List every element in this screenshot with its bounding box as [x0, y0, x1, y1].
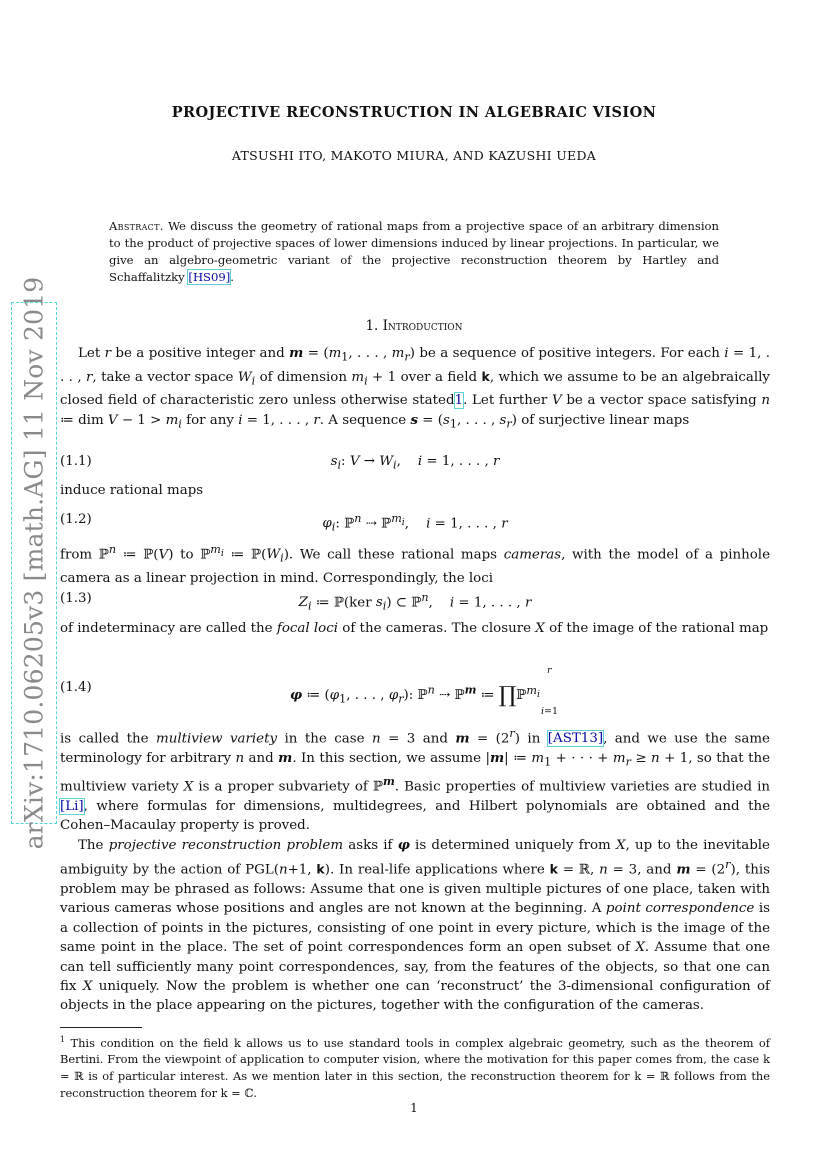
equation-body: $Z_i$ ≔ ℙ(ker $s_i$) ⊂ ℙ$^n$, i = 1, . . . , r [298, 591, 532, 614]
equation-1-4 [60, 665, 770, 717]
equation-number: (1.2) [60, 512, 92, 527]
product-upper-limit: r [547, 665, 552, 676]
abstract-text: We discuss the geometry of rational maps from a projective space of an arbitrary dimension to the product of projective spaces of lower dimensions induced by linear projections. In particular, we give an algebro-geometric variant of the projective reconstruction theorem by Hartley and Schaffalitzky [109, 219, 719, 284]
equation-1-3 [60, 591, 770, 614]
equation-number: (1.3) [60, 591, 92, 606]
equation-number: (1.4) [60, 680, 92, 695]
paper-authors: ATSUSHI ITO, MAKOTO MIURA, AND KAZUSHI UEDA [231, 148, 597, 163]
abstract-label: Abstract. [109, 219, 164, 233]
footnote-text: This condition on the field k allows us to use standard tools in complex algebraic geometry, such as the theorem of Bertini. From the viewpoint of application to computer vision, where the motivation for this paper comes from, the case k = ℝ is of particular interest. As we mention later in this section, the reconstruction theorem for k = ℝ follows from the reconstruction theorem for k = ℂ. [60, 1035, 770, 1100]
footnote-1 [60, 1032, 770, 1101]
intro-paragraph-3: of indeterminacy are called the focal loci of the cameras. The closure X of the image of the rational map [60, 621, 769, 636]
equation-body: $\varphi_i$: ℙ$^n$ ⇢ ℙ$^{m_i}$, i = 1, . . . , r [322, 512, 508, 535]
abstract-end: . [230, 270, 234, 284]
section-title: Introduction [382, 318, 463, 334]
citation-ast13-link[interactable]: [AST13] [547, 731, 604, 747]
equation-number: (1.1) [60, 454, 92, 469]
footnote-1-link[interactable]: 1 [454, 393, 464, 409]
intro-paragraph-4: is called the multiview variety in the case n = 3 and $m = (2^r)$ in [AST13], and we use the same terminology for arbitrary n and m. In this section, we assume |m| ≔ $m_1$ + · · · + $m_r \ge n + 1$, so that the multiview variety X is a proper subvariety of ℙ$^m$. Basic properties of multiview varieties are studied in [Li], where formulas for dimensions, multidegrees, and Hilbert polynomials are obtained and the Cohen–Macaulay property is proved. The projective reconstruction problem asks if φ is determined uniquely from X, up to the inevitable ambiguity by the action of PGL(n+1, k). In real-life applications where k = ℝ, n = 3, and $m = (2^r)$, this problem may be phrased as follows: Assume that one is given multiple pictures of one place, taken with various cameras whose positions and angles are not known at the beginning. A point correspondence is a collection of points in the pictures, consisting of one point in every picture, which is the image of the same point in the place. The set of point correspondences form an open subset of X. Assume that one can tell sufficiently many point correspondences, say, from the features of the objects, so that one can fix X uniquely. Now the problem is whether one can ‘reconstruct’ the 3-dimensional configuration of objects in the place appearing on the pictures, together with the configuration of the cameras. [60, 727, 771, 1014]
citation-hs09-link[interactable]: [HS09] [188, 270, 231, 284]
arxiv-identifier[interactable]: arXiv:1710.06205v3 [math.AG] 11 Nov 2019 [19, 276, 49, 850]
equation-body: φ ≔ ($\varphi_1$, . . . , $\varphi_r$): ℙ$^n$ ⇢ ℙ$^m$ ≔ ∏ℙ$^{m_i}$ [290, 683, 540, 708]
section-number: 1. [365, 318, 379, 334]
equation-1-2 [60, 512, 770, 535]
footnote-rule [60, 1027, 142, 1028]
intro-paragraph-1: Let r be a positive integer and $m = (m_1$, . . . , $m_r$) be a sequence of positive integers. For each i = 1, . . . , r, take a vector space $W_i$ of dimension $m_i + 1$ over a field k, which we assume to be an algebraically closed field of characteristic zero unless otherwise stated1. Let further V be a vector space satisfying n ≔ dim $V - 1 > m_i$ for any i = 1, . . . , r. A sequence $s = (s_1$, . . . , $s_r$) of surjective linear maps [60, 345, 770, 431]
intro-paragraph-2: from ℙ$^n$ ≔ ℙ(V) to ℙ$^{m_i}$ ≔ $ℙ(W_i)$. We call these rational maps cameras, with the model of a pinhole camera as a linear projection in mind. Correspondingly, the loci [60, 543, 770, 586]
section-heading [60, 318, 768, 334]
paper-title: PROJECTIVE RECONSTRUCTION IN ALGEBRAIC VISION [171, 104, 657, 121]
equation-body: $s_i$: $V \to W_i$, i = 1, . . . , r [330, 454, 500, 472]
footnote-marker: 1 [60, 1035, 66, 1044]
abstract [109, 218, 719, 286]
equation-1-1 [60, 454, 770, 474]
text-induce: induce rational maps [60, 483, 204, 498]
product-lower-limit: i=1 [541, 706, 559, 717]
page-number: 1 [410, 1101, 418, 1115]
citation-li-link[interactable]: [Li] [60, 798, 84, 814]
